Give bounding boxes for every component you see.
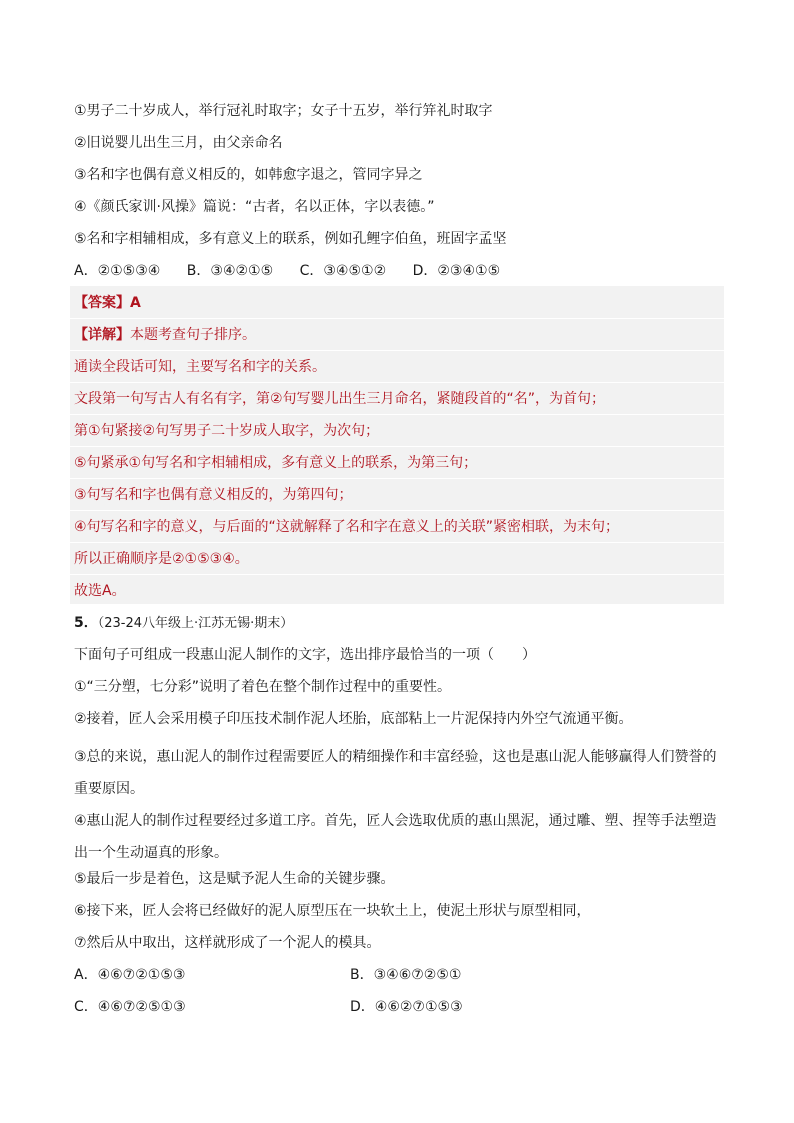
answer-divider (70, 478, 724, 479)
q4-sentence-3: ③名和字也偶有意义相反的，如韩愈字退之，管同字异之 (74, 167, 423, 183)
q4-sentence-4: ④《颜氏家训·风操》篇说：“古者，名以正体，字以表德。” (74, 199, 435, 215)
answer-value: A (130, 295, 141, 311)
q4-sentence-2: ②旧说婴儿出生三月，由父亲命名 (74, 135, 283, 151)
detail-line-8: 故选A。 (74, 583, 126, 599)
q4-sentence-1: ①男子二十岁成人，举行冠礼时取字；女子十五岁，举行笄礼时取字 (74, 103, 493, 119)
q5-number: 5． (74, 615, 98, 631)
detail-line-7: 所以正确顺序是②①⑤③④。 (74, 551, 249, 567)
q4-option-c[interactable]: C．③④⑤①② (299, 263, 387, 279)
detail-line-4: ⑤句紧承①句写名和字相辅相成，多有意义上的联系，为第三句； (74, 455, 478, 471)
q5-sentence-5: ⑤最后一步是着色，这是赋予泥人生命的关键步骤。 (74, 871, 395, 887)
answer-line (74, 293, 724, 313)
q4-option-d[interactable]: D．②③④①⑤ (412, 263, 501, 279)
q5-source: （23-24八年级上·江苏无锡·期末） (97, 616, 294, 631)
detail-line-3: 第①句紧接②句写男子二十岁成人取字，为次句； (74, 423, 380, 439)
q5-sentence-3: ③总的来说，惠山泥人的制作过程需要匠人的精细操作和丰富经验，这也是惠山泥人能够赢得人们赞誉的重要原因。 (74, 749, 717, 797)
q5-sentence-7: ⑦然后从中取出，这样就形成了一个泥人的模具。 (74, 935, 381, 951)
detail-tag: 【详解】 (74, 327, 130, 343)
detail-line (74, 325, 724, 345)
answer-divider (70, 542, 724, 543)
answer-divider (70, 574, 724, 575)
q4-option-a[interactable]: A．②①⑤③④ (74, 263, 161, 279)
detail-line-1: 通读全段话可知，主要写名和字的关系。 (74, 359, 326, 375)
q4-options (74, 261, 724, 281)
detail-line-6: ④句写名和字的意义，与后面的“这就解释了名和字在意义上的关联”紧密相联，为末句； (74, 519, 620, 535)
q5-header (74, 613, 724, 634)
answer-divider (70, 382, 724, 383)
q5-option-d[interactable]: D．④⑥②⑦①⑤③ (350, 999, 463, 1015)
q5-sentence-1: ①“三分塑，七分彩”说明了着色在整个制作过程中的重要性。 (74, 679, 452, 695)
q5-prompt: 下面句子可组成一段惠山泥人制作的文字，选出排序最恰当的一项（ ） (74, 647, 536, 663)
q5-sentence-2: ②接着，匠人会采用模子印压技术制作泥人坯胎，底部粘上一片泥保持内外空气流通平衡。 (74, 711, 633, 727)
answer-divider (70, 446, 724, 447)
q4-sentence-5: ⑤名和字相辅相成，多有意义上的联系，例如孔鲤字伯鱼，班固字孟坚 (74, 231, 507, 247)
q5-sentence-4: ④惠山泥人的制作过程要经过多道工序。首先，匠人会选取优质的惠山黑泥，通过雕、塑、捏等手法塑造出一个生动逼真的形象。 (74, 813, 717, 861)
answer-divider (70, 510, 724, 511)
q5-option-a[interactable]: A．④⑥⑦②①⑤③ (74, 967, 186, 983)
q4-option-b[interactable]: B．③④②①⑤ (186, 263, 274, 279)
answer-divider (70, 414, 724, 415)
answer-divider (70, 318, 724, 319)
answer-tag: 【答案】 (74, 295, 130, 311)
detail-intro: 本题考查句子排序。 (130, 327, 256, 343)
q5-sentence-6: ⑥接下来，匠人会将已经做好的泥人原型压在一块软土上，使泥土形状与原型相同， (74, 903, 591, 919)
answer-divider (70, 350, 724, 351)
detail-line-2: 文段第一句写古人有名有字，第②句写婴儿出生三月命名，紧随段首的“名”，为首句； (74, 391, 606, 407)
detail-line-5: ③句写名和字也偶有意义相反的，为第四句； (74, 487, 353, 503)
q5-option-c[interactable]: C．④⑥⑦②⑤①③ (74, 999, 186, 1015)
q5-option-b[interactable]: B．③④⑥⑦②⑤① (350, 967, 462, 983)
